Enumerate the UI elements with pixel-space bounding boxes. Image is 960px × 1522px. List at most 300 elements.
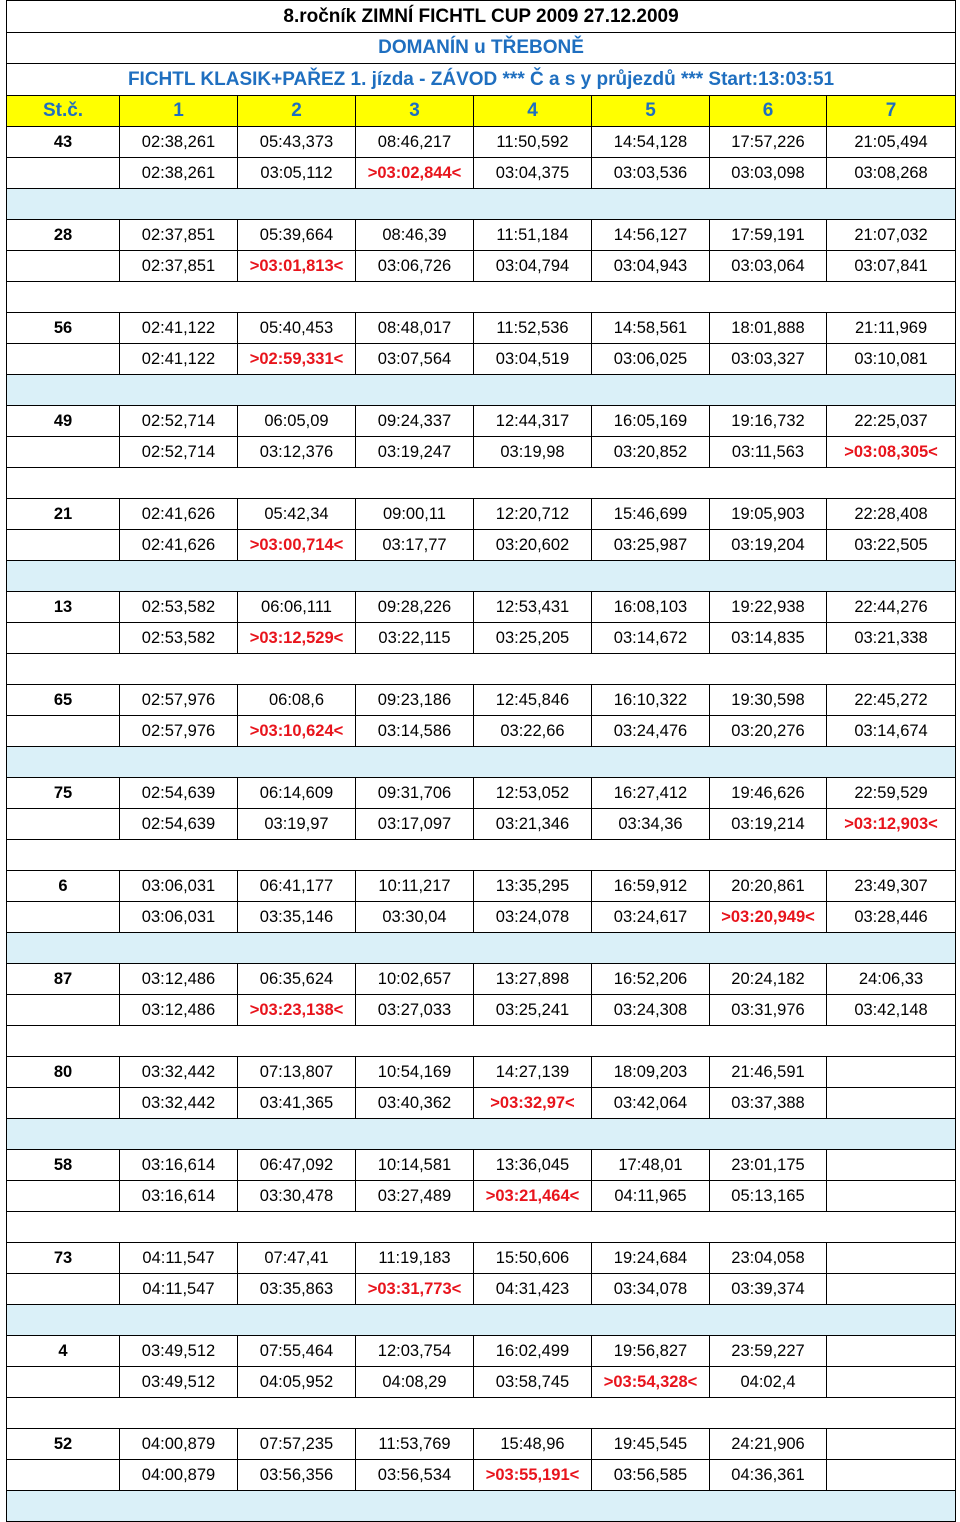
start-number: 43 [7,127,120,158]
best-lap-time-cell: >03:01,813< [238,251,356,282]
best-lap-time-cell: >03:10,624< [238,716,356,747]
event-title: 8.ročník ZIMNÍ FICHTL CUP 2009 27.12.2009 [7,1,956,33]
lap-time-cell: 03:30,04 [356,902,474,933]
cumulative-time-cell: 09:28,226 [356,592,474,623]
lap-time-cell: 03:25,241 [474,995,592,1026]
table-row-cumulative [7,1429,956,1460]
lap-time-cell: 03:17,77 [356,530,474,561]
cumulative-time-cell: 08:46,39 [356,220,474,251]
header-lap-7: 7 [827,96,956,127]
separator-row [7,189,956,220]
start-number: 73 [7,1243,120,1274]
cumulative-time-cell: 06:41,177 [238,871,356,902]
cumulative-time-cell: 06:05,09 [238,406,356,437]
table-row-lap [7,437,956,468]
empty-cell [7,623,120,654]
start-number: 21 [7,499,120,530]
cumulative-time-cell: 19:16,732 [710,406,827,437]
lap-time-cell: 03:14,672 [592,623,710,654]
cumulative-time-cell: 06:35,624 [238,964,356,995]
lap-time-cell: 03:19,97 [238,809,356,840]
cumulative-time-cell: 12:20,712 [474,499,592,530]
title-row-2 [7,33,956,64]
cumulative-time-cell: 24:06,33 [827,964,956,995]
cumulative-time-cell: 13:35,295 [474,871,592,902]
empty-cell [7,251,120,282]
lap-time-cell: 03:19,204 [710,530,827,561]
lap-time-cell: 03:35,863 [238,1274,356,1305]
lap-time-cell: 03:14,674 [827,716,956,747]
cumulative-time-cell: 23:04,058 [710,1243,827,1274]
cumulative-time-cell: 18:09,203 [592,1057,710,1088]
lap-time-cell: 03:56,585 [592,1460,710,1491]
separator-row [7,747,956,778]
lap-time-cell: 03:11,563 [710,437,827,468]
lap-time-cell: 03:19,98 [474,437,592,468]
separator-row [7,375,956,406]
cumulative-time-cell: 06:14,609 [238,778,356,809]
cumulative-time-cell [827,1243,956,1274]
cumulative-time-cell: 09:24,337 [356,406,474,437]
start-number: 65 [7,685,120,716]
cumulative-time-cell: 23:49,307 [827,871,956,902]
best-lap-time-cell: >03:08,305< [827,437,956,468]
cumulative-time-cell: 04:00,879 [120,1429,238,1460]
table-row-cumulative [7,685,956,716]
cumulative-time-cell: 02:41,626 [120,499,238,530]
lap-time-cell: 03:34,36 [592,809,710,840]
cumulative-time-cell: 21:05,494 [827,127,956,158]
empty-cell [7,1367,120,1398]
start-number: 13 [7,592,120,623]
event-location: DOMANÍN u TŘEBONĚ [7,33,956,64]
cumulative-time-cell: 22:59,529 [827,778,956,809]
cumulative-time-cell: 15:50,606 [474,1243,592,1274]
lap-time-cell: 04:11,547 [120,1274,238,1305]
cumulative-time-cell: 16:52,206 [592,964,710,995]
separator-row [7,468,956,499]
empty-cell [7,809,120,840]
separator-cell [7,1212,956,1243]
title-row-3 [7,64,956,96]
start-number: 58 [7,1150,120,1181]
lap-time-cell: 03:22,66 [474,716,592,747]
cumulative-time-cell: 22:45,272 [827,685,956,716]
table-row-lap [7,623,956,654]
separator-cell [7,840,956,871]
separator-cell [7,468,956,499]
lap-time-cell: 03:37,388 [710,1088,827,1119]
empty-cell [7,1088,120,1119]
empty-cell [7,158,120,189]
table-row-lap [7,1181,956,1212]
start-number: 6 [7,871,120,902]
lap-time-cell: 03:19,247 [356,437,474,468]
lap-time-cell: 03:42,064 [592,1088,710,1119]
table-row-lap [7,1460,956,1491]
cumulative-time-cell: 15:48,96 [474,1429,592,1460]
cumulative-time-cell: 14:58,561 [592,313,710,344]
cumulative-time-cell [827,1057,956,1088]
cumulative-time-cell: 12:53,052 [474,778,592,809]
table-row-cumulative [7,220,956,251]
table-row-cumulative [7,406,956,437]
empty-cell [7,902,120,933]
cumulative-time-cell: 19:05,903 [710,499,827,530]
cumulative-time-cell: 13:36,045 [474,1150,592,1181]
separator-cell [7,189,956,220]
cumulative-time-cell: 06:08,6 [238,685,356,716]
lap-time-cell: 03:07,564 [356,344,474,375]
table-row-lap [7,1274,956,1305]
separator-cell [7,375,956,406]
cumulative-time-cell: 02:52,714 [120,406,238,437]
lap-time-cell: 03:21,338 [827,623,956,654]
cumulative-time-cell: 02:41,122 [120,313,238,344]
cumulative-time-cell [827,1150,956,1181]
header-lap-5: 5 [592,96,710,127]
cumulative-time-cell: 22:28,408 [827,499,956,530]
start-number: 49 [7,406,120,437]
start-number: 52 [7,1429,120,1460]
best-lap-time-cell: >03:55,191< [474,1460,592,1491]
best-lap-time-cell: >03:21,464< [474,1181,592,1212]
cumulative-time-cell: 03:49,512 [120,1336,238,1367]
cumulative-time-cell: 05:42,34 [238,499,356,530]
lap-time-cell: 03:58,745 [474,1367,592,1398]
lap-time-cell: 03:35,146 [238,902,356,933]
cumulative-time-cell: 05:43,373 [238,127,356,158]
table-row-lap [7,530,956,561]
cumulative-time-cell: 05:40,453 [238,313,356,344]
lap-time-cell: 03:03,098 [710,158,827,189]
cumulative-time-cell: 08:46,217 [356,127,474,158]
cumulative-time-cell: 02:53,582 [120,592,238,623]
separator-row [7,561,956,592]
cumulative-time-cell: 16:27,412 [592,778,710,809]
separator-row [7,1119,956,1150]
table-row-cumulative [7,499,956,530]
cumulative-time-cell: 23:59,227 [710,1336,827,1367]
lap-time-cell: 02:53,582 [120,623,238,654]
empty-cell [7,530,120,561]
lap-time-cell: 03:04,519 [474,344,592,375]
header-row [7,96,956,127]
lap-time-cell: 03:17,097 [356,809,474,840]
cumulative-time-cell: 19:22,938 [710,592,827,623]
lap-time-cell: 03:25,205 [474,623,592,654]
lap-time-cell: 03:06,031 [120,902,238,933]
lap-time-cell: 03:28,446 [827,902,956,933]
empty-cell [7,995,120,1026]
lap-time-cell: 05:13,165 [710,1181,827,1212]
table-row-cumulative [7,592,956,623]
table-row-cumulative [7,1057,956,1088]
cumulative-time-cell: 03:32,442 [120,1057,238,1088]
start-number: 75 [7,778,120,809]
cumulative-time-cell: 07:47,41 [238,1243,356,1274]
table-row-cumulative [7,1336,956,1367]
best-lap-time-cell: >03:12,903< [827,809,956,840]
lap-time-cell: 04:36,361 [710,1460,827,1491]
lap-time-cell: 03:12,376 [238,437,356,468]
separator-cell [7,1398,956,1429]
empty-cell [7,437,120,468]
best-lap-time-cell: >03:02,844< [356,158,474,189]
lap-time-cell: 03:06,726 [356,251,474,282]
title-row-1 [7,1,956,33]
separator-cell [7,1305,956,1336]
cumulative-time-cell: 22:44,276 [827,592,956,623]
lap-time-cell: 03:04,943 [592,251,710,282]
best-lap-time-cell: >02:59,331< [238,344,356,375]
header-lap-3: 3 [356,96,474,127]
separator-cell [7,561,956,592]
empty-cell [7,344,120,375]
table-row-lap [7,1088,956,1119]
cumulative-time-cell: 07:57,235 [238,1429,356,1460]
lap-time-cell: 02:37,851 [120,251,238,282]
table-row-cumulative [7,1150,956,1181]
lap-time-cell: 03:24,476 [592,716,710,747]
cumulative-time-cell [827,1336,956,1367]
results-table-body [7,1,956,1522]
cumulative-time-cell: 10:14,581 [356,1150,474,1181]
cumulative-time-cell: 17:48,01 [592,1150,710,1181]
cumulative-time-cell: 14:56,127 [592,220,710,251]
lap-time-cell: 03:21,346 [474,809,592,840]
cumulative-time-cell: 24:21,906 [710,1429,827,1460]
cumulative-time-cell: 17:57,226 [710,127,827,158]
separator-row [7,1398,956,1429]
cumulative-time-cell: 19:30,598 [710,685,827,716]
separator-cell [7,282,956,313]
lap-time-cell: 03:32,442 [120,1088,238,1119]
lap-time-cell [827,1274,956,1305]
cumulative-time-cell: 12:53,431 [474,592,592,623]
lap-time-cell: 03:03,536 [592,158,710,189]
start-number: 56 [7,313,120,344]
lap-time-cell: 03:34,078 [592,1274,710,1305]
cumulative-time-cell: 10:54,169 [356,1057,474,1088]
cumulative-time-cell: 02:38,261 [120,127,238,158]
lap-time-cell: 03:14,586 [356,716,474,747]
lap-time-cell: 03:19,214 [710,809,827,840]
separator-row [7,654,956,685]
best-lap-time-cell: >03:31,773< [356,1274,474,1305]
lap-time-cell: 03:42,148 [827,995,956,1026]
lap-time-cell: 03:27,033 [356,995,474,1026]
table-row-cumulative [7,313,956,344]
lap-time-cell: 04:02,4 [710,1367,827,1398]
table-row-lap [7,158,956,189]
cumulative-time-cell: 02:57,976 [120,685,238,716]
lap-time-cell: 03:25,987 [592,530,710,561]
cumulative-time-cell: 16:59,912 [592,871,710,902]
cumulative-time-cell: 16:05,169 [592,406,710,437]
lap-time-cell: 03:03,327 [710,344,827,375]
lap-time-cell: 03:27,489 [356,1181,474,1212]
cumulative-time-cell: 19:46,626 [710,778,827,809]
lap-time-cell: 03:31,976 [710,995,827,1026]
cumulative-time-cell: 03:06,031 [120,871,238,902]
cumulative-time-cell: 11:52,536 [474,313,592,344]
table-row-lap [7,716,956,747]
start-number: 4 [7,1336,120,1367]
empty-cell [7,1274,120,1305]
lap-time-cell: 03:24,617 [592,902,710,933]
table-row-lap [7,344,956,375]
header-lap-2: 2 [238,96,356,127]
lap-time-cell [827,1088,956,1119]
cumulative-time-cell: 09:00,11 [356,499,474,530]
cumulative-time-cell: 20:20,861 [710,871,827,902]
cumulative-time-cell: 10:02,657 [356,964,474,995]
separator-row [7,840,956,871]
start-number: 28 [7,220,120,251]
lap-time-cell: 02:54,639 [120,809,238,840]
cumulative-time-cell: 13:27,898 [474,964,592,995]
cumulative-time-cell: 19:45,545 [592,1429,710,1460]
lap-time-cell: 02:38,261 [120,158,238,189]
lap-time-cell [827,1460,956,1491]
lap-time-cell: 03:41,365 [238,1088,356,1119]
cumulative-time-cell: 06:47,092 [238,1150,356,1181]
best-lap-time-cell: >03:00,714< [238,530,356,561]
lap-time-cell [827,1367,956,1398]
cumulative-time-cell: 17:59,191 [710,220,827,251]
lap-time-cell: 03:03,064 [710,251,827,282]
table-row-cumulative [7,871,956,902]
cumulative-time-cell: 15:46,699 [592,499,710,530]
cumulative-time-cell: 23:01,175 [710,1150,827,1181]
separator-row [7,1212,956,1243]
empty-cell [7,1460,120,1491]
lap-time-cell [827,1181,956,1212]
lap-time-cell: 03:04,794 [474,251,592,282]
cumulative-time-cell: 12:03,754 [356,1336,474,1367]
separator-row [7,282,956,313]
lap-time-cell: 03:04,375 [474,158,592,189]
lap-time-cell: 03:10,081 [827,344,956,375]
separator-row [7,1305,956,1336]
table-row-cumulative [7,778,956,809]
cumulative-time-cell: 14:54,128 [592,127,710,158]
lap-time-cell: 03:16,614 [120,1181,238,1212]
cumulative-time-cell: 14:27,139 [474,1057,592,1088]
empty-cell [7,716,120,747]
results-table [6,0,956,1522]
cumulative-time-cell: 02:37,851 [120,220,238,251]
separator-cell [7,933,956,964]
best-lap-time-cell: >03:20,949< [710,902,827,933]
separator-cell [7,747,956,778]
cumulative-time-cell: 12:45,846 [474,685,592,716]
best-lap-time-cell: >03:32,97< [474,1088,592,1119]
header-lap-1: 1 [120,96,238,127]
cumulative-time-cell: 11:51,184 [474,220,592,251]
cumulative-time-cell: 09:31,706 [356,778,474,809]
best-lap-time-cell: >03:23,138< [238,995,356,1026]
table-row-lap [7,902,956,933]
table-row-lap [7,809,956,840]
table-row-lap [7,251,956,282]
table-row-cumulative [7,127,956,158]
lap-time-cell: 03:14,835 [710,623,827,654]
lap-time-cell: 03:07,841 [827,251,956,282]
lap-time-cell: 03:20,276 [710,716,827,747]
cumulative-time-cell: 16:02,499 [474,1336,592,1367]
cumulative-time-cell: 16:08,103 [592,592,710,623]
table-row-lap [7,995,956,1026]
event-subtitle: FICHTL KLASIK+PAŘEZ 1. jízda - ZÁVOD *** Č a s y průjezdů *** Start:13:03:51 [7,64,956,96]
lap-time-cell: 02:41,122 [120,344,238,375]
lap-time-cell: 04:11,965 [592,1181,710,1212]
lap-time-cell: 03:06,025 [592,344,710,375]
cumulative-time-cell: 02:54,639 [120,778,238,809]
cumulative-time-cell: 22:25,037 [827,406,956,437]
lap-time-cell: 03:40,362 [356,1088,474,1119]
separator-cell [7,654,956,685]
header-lap-6: 6 [710,96,827,127]
lap-time-cell: 04:05,952 [238,1367,356,1398]
separator-row [7,933,956,964]
cumulative-time-cell: 05:39,664 [238,220,356,251]
cumulative-time-cell: 19:56,827 [592,1336,710,1367]
best-lap-time-cell: >03:12,529< [238,623,356,654]
cumulative-time-cell: 12:44,317 [474,406,592,437]
start-number: 87 [7,964,120,995]
lap-time-cell: 03:20,602 [474,530,592,561]
table-row-cumulative [7,964,956,995]
lap-time-cell: 03:56,356 [238,1460,356,1491]
cumulative-time-cell: 18:01,888 [710,313,827,344]
cumulative-time-cell: 07:55,464 [238,1336,356,1367]
cumulative-time-cell: 07:13,807 [238,1057,356,1088]
cumulative-time-cell: 11:53,769 [356,1429,474,1460]
lap-time-cell: 03:20,852 [592,437,710,468]
lap-time-cell: 04:00,879 [120,1460,238,1491]
lap-time-cell: 03:56,534 [356,1460,474,1491]
table-row-lap [7,1367,956,1398]
separator-row [7,1491,956,1522]
lap-time-cell: 03:49,512 [120,1367,238,1398]
table-row-cumulative [7,1243,956,1274]
cumulative-time-cell: 11:19,183 [356,1243,474,1274]
cumulative-time-cell: 20:24,182 [710,964,827,995]
separator-row [7,1026,956,1057]
cumulative-time-cell: 21:46,591 [710,1057,827,1088]
cumulative-time-cell: 09:23,186 [356,685,474,716]
lap-time-cell: 03:12,486 [120,995,238,1026]
lap-time-cell: 03:24,078 [474,902,592,933]
cumulative-time-cell: 21:07,032 [827,220,956,251]
lap-time-cell: 03:05,112 [238,158,356,189]
cumulative-time-cell: 08:48,017 [356,313,474,344]
cumulative-time-cell: 03:16,614 [120,1150,238,1181]
cumulative-time-cell: 03:12,486 [120,964,238,995]
cumulative-time-cell: 16:10,322 [592,685,710,716]
cumulative-time-cell: 19:24,684 [592,1243,710,1274]
cumulative-time-cell: 11:50,592 [474,127,592,158]
lap-time-cell: 03:30,478 [238,1181,356,1212]
lap-time-cell: 04:31,423 [474,1274,592,1305]
best-lap-time-cell: >03:54,328< [592,1367,710,1398]
header-start-number: St.č. [7,96,120,127]
cumulative-time-cell: 10:11,217 [356,871,474,902]
lap-time-cell: 03:22,505 [827,530,956,561]
lap-time-cell: 03:39,374 [710,1274,827,1305]
